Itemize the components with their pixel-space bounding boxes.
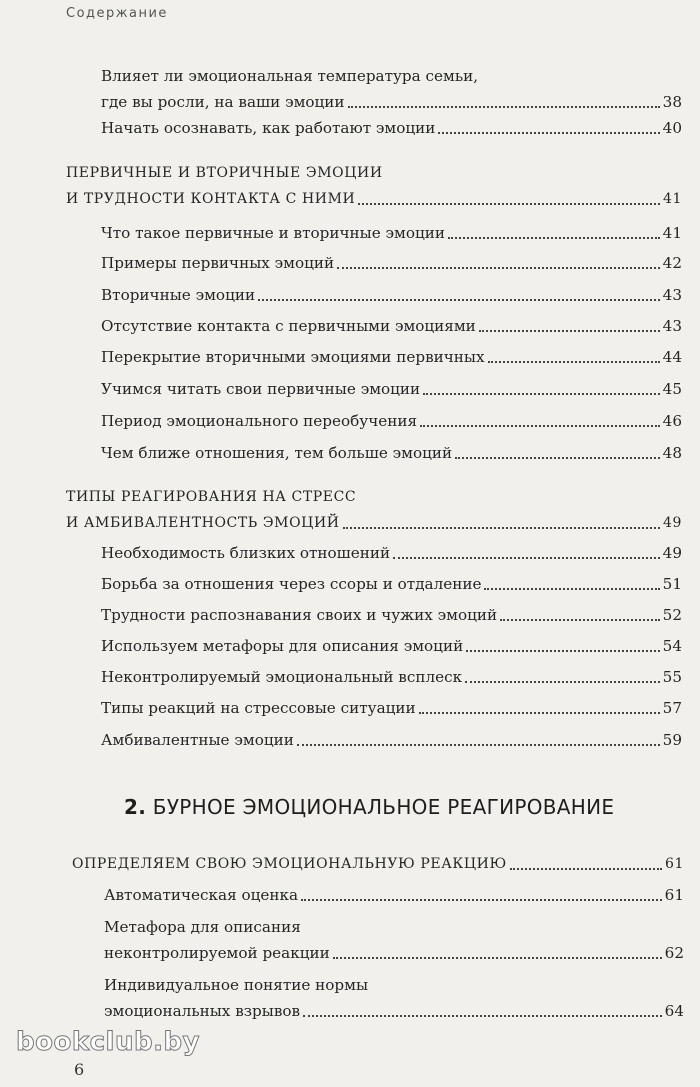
toc-page-number: 64 [664,1002,684,1020]
toc-entry-title: Примеры первичных эмоций [101,254,335,272]
folio-page-number: 6 [74,1060,85,1079]
toc-page-number: 59 [662,731,682,749]
leader-dots [419,712,660,714]
toc-page-number: 43 [662,317,682,335]
leader-dots [423,393,659,395]
toc-entry [101,220,682,246]
chapter-number: 2. [124,795,147,819]
toc-page-number: 52 [662,606,682,624]
leader-dots [303,1015,662,1017]
toc-page-number: 49 [662,544,682,562]
toc-page-number: 61 [664,856,684,872]
toc-entry-title: Что такое первичные и вторичные эмоции [101,224,446,242]
toc-page-number: 42 [662,254,682,272]
leader-dots [358,203,660,205]
toc-entry-title: Начать осознавать, как работают эмоции [101,119,436,137]
leader-dots [455,457,660,459]
toc-entry [101,440,682,466]
toc-entry [101,540,682,566]
toc-entry-title: Необходимость близких отношений [101,544,391,562]
toc-entry-title: Типы реакций на стрессовые ситуации [101,699,416,717]
toc-entry-title: Отсутствие контакта с первичными эмоциями [101,317,476,335]
toc-page-number: 62 [664,944,684,962]
leader-dots [343,527,660,529]
toc-page-number: 45 [662,380,682,398]
toc-entry-title: ОПРЕДЕЛЯЕМ СВОЮ ЭМОЦИОНАЛЬНУЮ РЕАКЦИЮ [72,856,507,872]
toc-entry-line: И АМБИВАЛЕНТНОСТЬ ЭМОЦИЙ [66,515,340,531]
leader-dots [500,619,660,621]
leader-dots [301,899,662,901]
toc-entry-line: И ТРУДНОСТИ КОНТАКТА С НИМИ [66,191,356,207]
toc-page-number: 57 [662,699,682,717]
leader-dots [438,132,659,134]
toc-entry-title: Амбивалентные эмоции [101,731,294,749]
toc-page-number: 54 [662,637,682,655]
leader-dots [465,681,660,683]
toc-entry-title: Чем ближе отношения, тем больше эмоций [101,444,453,462]
toc-section [72,851,684,877]
toc-entry-title: Борьба за отношения через ссоры и отдаление [101,575,482,593]
toc-section [66,484,682,536]
toc-entry [101,344,682,370]
leader-dots [510,868,662,870]
toc-entry [101,63,682,115]
toc-page-number: 61 [664,886,684,904]
toc-entry-line: Влияет ли эмоциональная температура семьи, [101,67,479,85]
toc-entry-title: Автоматическая оценка [104,886,299,904]
toc-entry-title: Неконтролируемый эмоциональный всплеск [101,668,463,686]
toc-entry-title: Используем метафоры для описания эмоций [101,637,464,655]
toc-entry [104,882,684,908]
toc-page-number: 48 [662,444,682,462]
toc-entry [104,972,684,1024]
toc-entry-title: Вторичные эмоции [101,286,256,304]
leader-dots [258,299,660,301]
toc-entry-title: Трудности распознавания своих и чужих эмоций [101,606,498,624]
toc-entry [101,727,682,753]
toc-page-number: 38 [662,93,682,111]
toc-entry-line: неконтролируемой реакции [104,944,330,962]
toc-entry-title: Период эмоционального переобучения [101,412,418,430]
toc-entry [101,571,682,597]
leader-dots [488,361,660,363]
watermark-logo: bookclub.by [16,1027,201,1057]
toc-page-number: 46 [662,412,682,430]
toc-entry [101,695,682,721]
leader-dots [348,106,660,108]
toc-page-number: 40 [662,119,682,137]
leader-dots [333,957,662,959]
toc-entry [104,914,684,966]
toc-entry [101,633,682,659]
toc-entry-line: ТИПЫ РЕАГИРОВАНИЯ НА СТРЕСС [66,489,357,505]
toc-page-number: 41 [662,224,682,242]
toc-page-number: 43 [662,286,682,304]
toc-entry [101,313,682,339]
toc-entry-title: Учимся читать свои первичные эмоции [101,380,421,398]
leader-dots [420,425,660,427]
leader-dots [448,237,660,239]
toc-page-number: 44 [662,348,682,366]
toc-entry [101,376,682,402]
leader-dots [393,557,660,559]
running-header: Содержание [66,6,168,21]
leader-dots [297,744,660,746]
toc-entry-line: где вы росли, на ваши эмоции [101,93,345,111]
toc-entry [101,115,682,141]
toc-entry-title: Перекрытие вторичными эмоциями первичных [101,348,485,366]
toc-page-number: 49 [662,515,682,531]
chapter-title: БУРНОЕ ЭМОЦИОНАЛЬНОЕ РЕАГИРОВАНИЕ [152,795,615,819]
toc-section [66,160,682,212]
leader-dots [479,330,660,332]
toc-entry [101,250,682,276]
leader-dots [337,267,660,269]
toc-entry [101,408,682,434]
toc-entry-line: Метафора для описания [104,918,301,936]
toc-page-number: 41 [662,191,682,207]
leader-dots [466,650,659,652]
toc-page-number: 51 [662,575,682,593]
leader-dots [484,588,659,590]
toc-page-number: 55 [662,668,682,686]
toc-entry [101,282,682,308]
toc-entry-line: Индивидуальное понятие нормы [104,976,369,994]
toc-entry [101,602,682,628]
chapter-heading [124,795,614,819]
toc-entry-line: эмоциональных взрывов [104,1002,301,1020]
toc-entry-line: ПЕРВИЧНЫЕ И ВТОРИЧНЫЕ ЭМОЦИИ [66,165,383,181]
toc-entry [101,664,682,690]
